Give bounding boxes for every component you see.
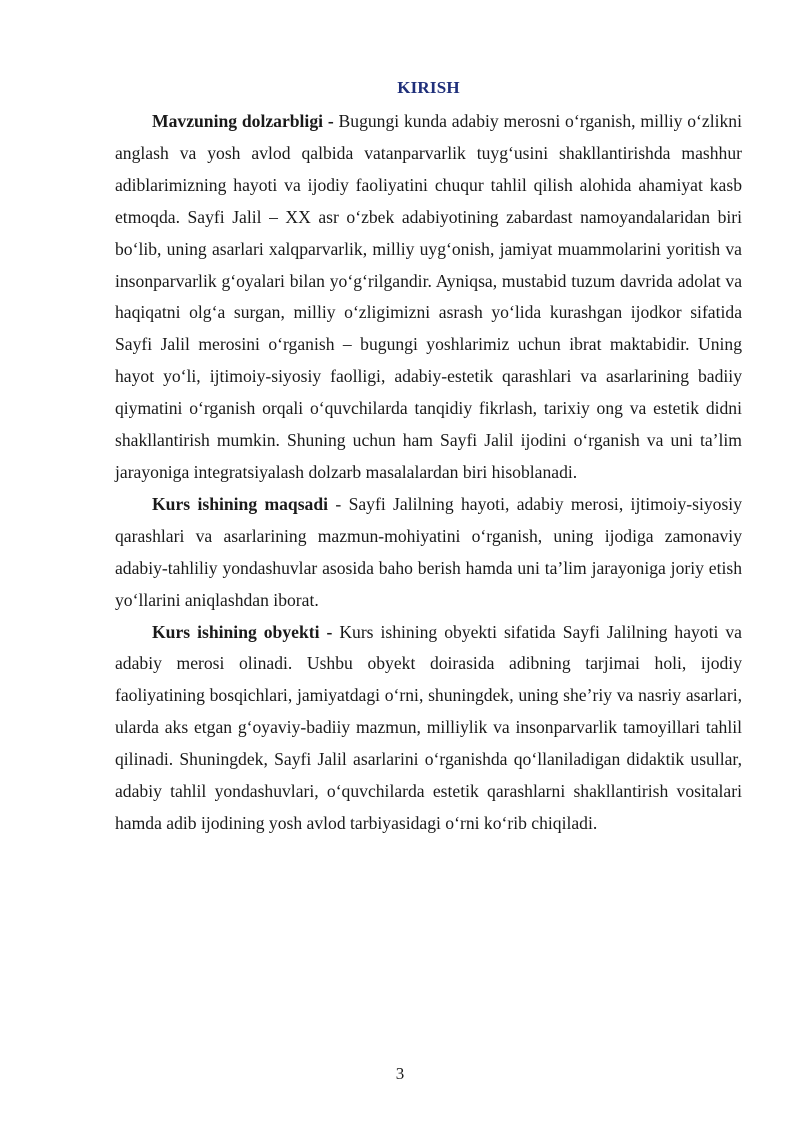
paragraph-label: Mavzuning dolzarbligi - xyxy=(152,111,334,131)
paragraph-goal xyxy=(115,489,742,617)
paragraph-label: Kurs ishining obyekti - xyxy=(152,621,333,642)
paragraph-text: - Sayfi Jalilning hayoti, adabiy merosi, ijtimoiy-siyosiy qarashlari va asarlarining mazmun-mohiyatini o‘rganish, uning ijodiga zamonaviy adabiy-tahliliy yondashuvlar asosida baho berish hamda uni ta’lim jarayoniga joriy etish yo‘llarini aniqlashdan iborat. xyxy=(115,493,742,610)
section-heading: KIRISH xyxy=(397,78,460,97)
document-page xyxy=(115,74,742,840)
paragraph-object xyxy=(115,617,742,840)
paragraph-relevance xyxy=(115,106,742,489)
page-number: 3 xyxy=(395,1064,405,1083)
paragraph-text: Kurs ishining obyekti sifatida Sayfi Jalilning hayoti va adabiy merosi olinadi. Ushbu obyekt doirasida adibning tarjimai holi, ijodiy faoliyatining bosqichlari, jamiyatdagi o‘rni, shuningdek, uning she’riy va nasriy asarlari, ularda aks etgan g‘oyaviy-badiiy mazmun, milliylik va insonparvarlik tamoyillari tahlil qilinadi. Shuningdek, Sayfi Jalil asarlarini o‘rganishda qo‘llaniladigan didaktik usullar, adabiy tahlil yondashuvlari, o‘quvchilarda estetik qarashlarni shakllantirish vositalari hamda adib ijodining yosh avlod tarbiyasidagi o‘rni ko‘rib chiqiladi. xyxy=(115,621,742,833)
paragraph-text: Bugungi kunda adabiy merosni o‘rganish, milliy o‘zlikni anglash va yosh avlod qalbida vatanparvarlik tuyg‘usini shakllantirishda mashhur adiblarimizning hayoti va ijodiy faoliyatini chuqur tahlil qilish alohida ahamiyat kasb etmoqda. Sayfi Jalil – XX asr o‘zbek adabiyotining zabardast namoyandalaridan biri bo‘lib, uning asarlari xalqparvarlik, milliy uyg‘onish, jamiyat muammolarini yoritish va insonparvarlik g‘oyalari bilan yo‘g‘rilgandir. Ayniqsa, mustabid tuzum davrida adolat va haqiqatni olg‘a surgan, milliy o‘zligimizni asrash yo‘lida kurashgan ijodkor sifatida Sayfi Jalil merosini o‘rganish – bugungi yoshlarimiz uchun ibrat maktabidir. Uning hayot yo‘li, ijtimoiy-siyosiy faolligi, adabiy-estetik qarashlari va asarlarining badiiy qiymatini o‘rganish orqali o‘quvchilarda tanqidiy fikrlash, tarixiy ong va estetik didni shakllantirish mumkin. Shuning uchun ham Sayfi Jalil ijodini o‘rganish va uni ta’lim jarayoniga integratsiyalash dolzarb masalalardan biri hisoblanadi. xyxy=(115,111,742,482)
paragraph-label: Kurs ishining maqsadi xyxy=(152,493,329,514)
